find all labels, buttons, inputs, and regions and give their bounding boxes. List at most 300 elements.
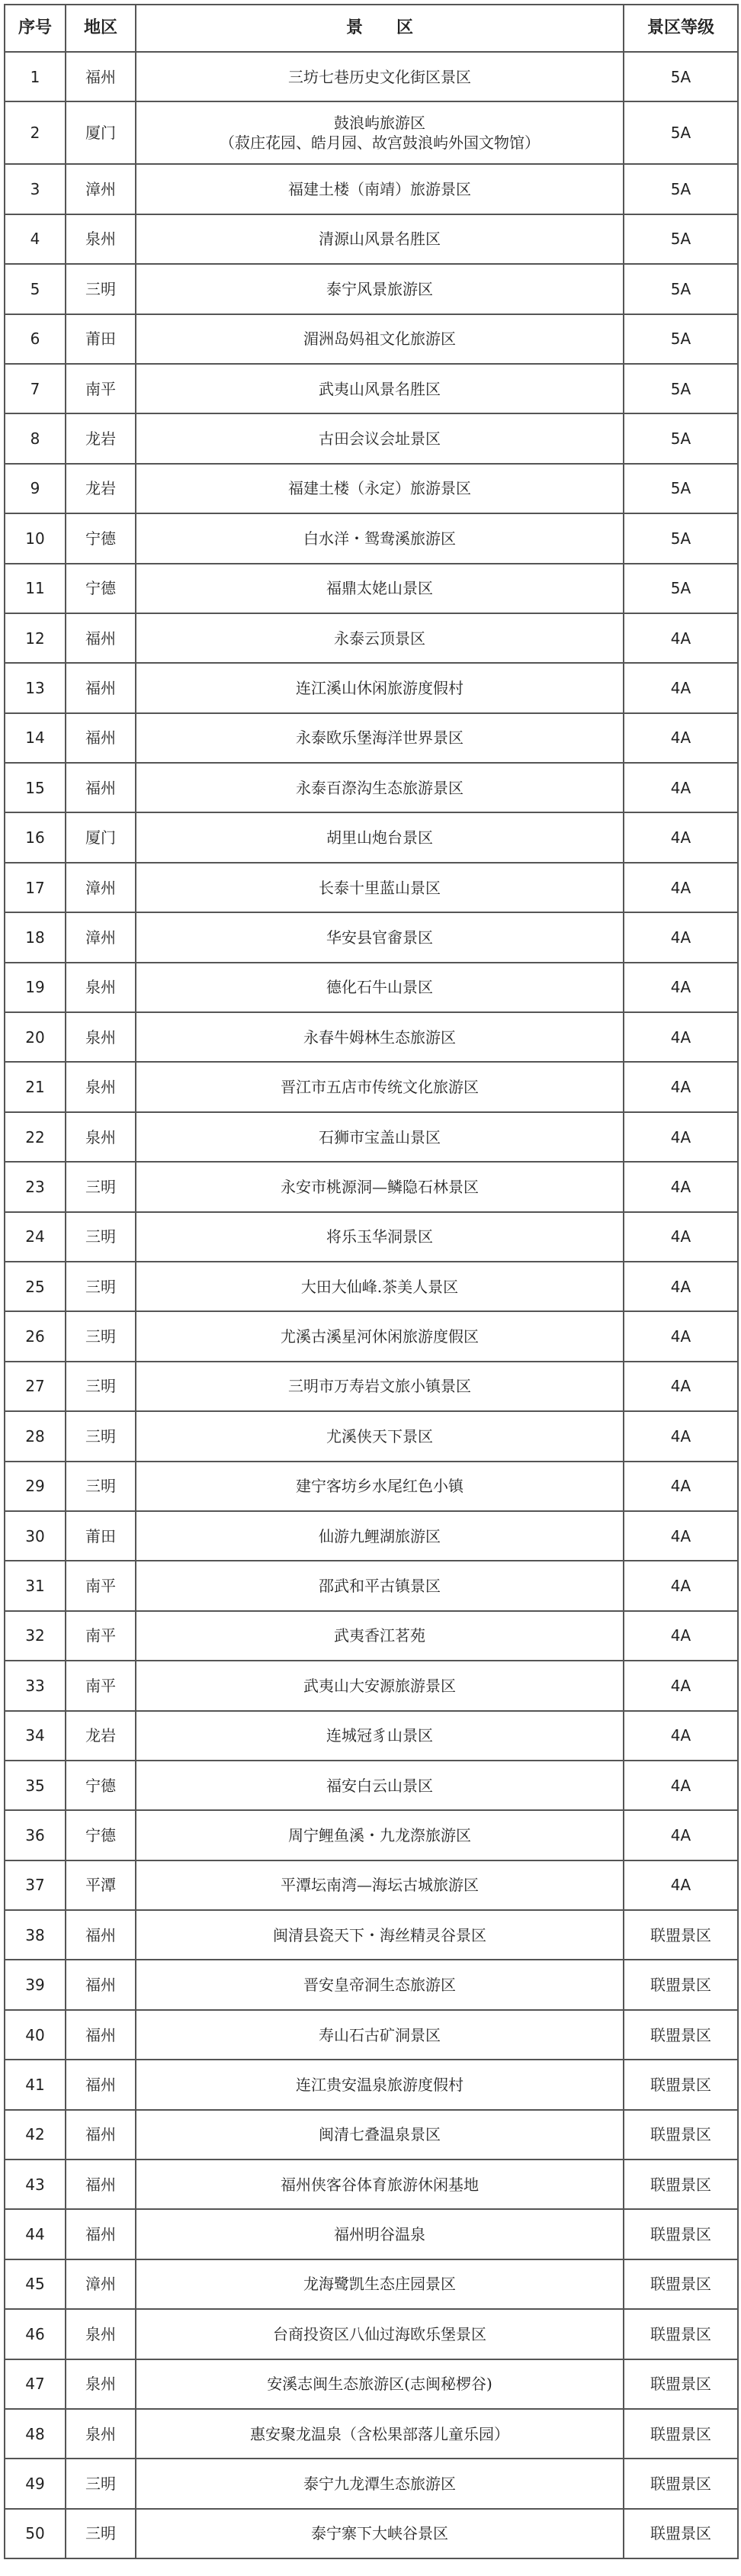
scenic-name-line: 大田大仙峰.茶美人景区	[300, 1277, 459, 1296]
scenic-name-line: 福建土楼（南靖）旅游景区	[288, 180, 471, 199]
row-grade: 4A	[624, 1511, 738, 1561]
row-number: 36	[5, 1810, 66, 1860]
row-grade: 4A	[624, 1062, 738, 1111]
table-header	[5, 5, 738, 52]
row-number: 24	[5, 1212, 66, 1262]
row-grade: 联盟景区	[624, 2359, 738, 2409]
row-grade: 4A	[624, 812, 738, 862]
row-grade: 5A	[624, 101, 738, 164]
row-grade: 5A	[624, 513, 738, 563]
table-row	[5, 2359, 738, 2409]
row-scenic-name	[136, 1561, 624, 1610]
row-number: 15	[5, 763, 66, 812]
row-scenic-name	[136, 2509, 624, 2558]
scenic-area-list	[4, 4, 737, 2559]
scenic-name-line: 平潭坛南湾—海坛古城旅游区	[281, 1876, 479, 1895]
row-region: 莆田	[66, 1511, 136, 1561]
scenic-name-line: 白水洋・鸳鸯溪旅游区	[303, 529, 456, 548]
row-region: 三明	[66, 1462, 136, 1511]
scenic-name-line: 闽清县瓷天下・海丝精灵谷景区	[273, 1925, 486, 1944]
row-number: 48	[5, 2409, 66, 2459]
row-grade: 5A	[624, 413, 738, 463]
row-number: 1	[5, 52, 66, 101]
table-row	[5, 1362, 738, 1411]
row-number: 20	[5, 1012, 66, 1062]
table-row	[5, 1761, 738, 1810]
table-row	[5, 1860, 738, 1910]
scenic-name-line: 尤溪侠天下景区	[326, 1426, 433, 1446]
row-grade: 4A	[624, 1362, 738, 1411]
row-region: 福州	[66, 2110, 136, 2160]
row-scenic-name	[136, 1162, 624, 1211]
table-row	[5, 314, 738, 364]
row-region: 南平	[66, 1561, 136, 1610]
scenic-name-line: 晋安皇帝洞生态旅游区	[303, 1976, 456, 1995]
table-row	[5, 1611, 738, 1661]
row-region: 三明	[66, 1311, 136, 1361]
row-scenic-name	[136, 413, 624, 463]
row-grade: 4A	[624, 1411, 738, 1461]
scenic-name-line: 华安县官畲景区	[326, 928, 433, 947]
table-row	[5, 264, 738, 314]
row-region: 漳州	[66, 2259, 136, 2309]
header-no: 序号	[5, 5, 66, 52]
row-scenic-name	[136, 513, 624, 563]
scenic-name-line: 建宁客坊乡水尾红色小镇	[296, 1477, 464, 1496]
row-scenic-name	[136, 2110, 624, 2160]
row-scenic-name	[136, 963, 624, 1012]
row-scenic-name	[136, 364, 624, 413]
row-grade: 5A	[624, 564, 738, 613]
row-region: 厦门	[66, 101, 136, 164]
table-row	[5, 613, 738, 663]
row-number: 29	[5, 1462, 66, 1511]
row-scenic-name	[136, 2459, 624, 2508]
row-scenic-name	[136, 1761, 624, 1810]
row-grade: 4A	[624, 963, 738, 1012]
row-number: 17	[5, 863, 66, 912]
table-row	[5, 2309, 738, 2359]
scenic-name-line: 泰宁风景旅游区	[326, 279, 433, 298]
row-grade: 联盟景区	[624, 2259, 738, 2309]
row-region: 漳州	[66, 912, 136, 962]
scenic-name-line: 武夷山大安源旅游景区	[303, 1676, 456, 1695]
row-number: 34	[5, 1711, 66, 1761]
scenic-name-line: 尤溪古溪星河休闲旅游度假区	[281, 1327, 479, 1346]
row-number: 37	[5, 1860, 66, 1910]
row-number: 9	[5, 464, 66, 513]
row-region: 泉州	[66, 214, 136, 264]
row-grade: 5A	[624, 52, 738, 101]
row-number: 31	[5, 1561, 66, 1610]
scenic-name-line: 台商投资区八仙过海欧乐堡景区	[273, 2324, 486, 2343]
row-number: 47	[5, 2359, 66, 2409]
row-number: 16	[5, 812, 66, 862]
row-scenic-name	[136, 52, 624, 101]
scenic-name-line: 永春牛姆林生态旅游区	[303, 1028, 456, 1047]
table-row	[5, 963, 738, 1012]
row-scenic-name	[136, 2309, 624, 2359]
scenic-name-line: 湄洲岛妈祖文化旅游区	[303, 330, 456, 349]
row-grade: 联盟景区	[624, 2160, 738, 2209]
scenic-name-line: 三坊七巷历史文化街区景区	[288, 67, 471, 86]
row-scenic-name	[136, 1810, 624, 1860]
row-region: 福州	[66, 1960, 136, 2009]
row-number: 22	[5, 1112, 66, 1162]
row-region: 福州	[66, 1910, 136, 1960]
row-number: 32	[5, 1611, 66, 1661]
scenic-name-line: 武夷山风景名胜区	[319, 379, 441, 398]
row-grade: 5A	[624, 314, 738, 364]
scenic-name-line: 永泰欧乐堡海洋世界景区	[296, 728, 464, 748]
row-number: 43	[5, 2160, 66, 2209]
row-grade: 5A	[624, 364, 738, 413]
table-row	[5, 2259, 738, 2309]
row-grade: 4A	[624, 1810, 738, 1860]
row-scenic-name	[136, 314, 624, 364]
row-number: 50	[5, 2509, 66, 2558]
row-grade: 5A	[624, 214, 738, 264]
scenic-name-line: 龙海鹭凯生态庄园景区	[303, 2275, 456, 2294]
row-number: 7	[5, 364, 66, 413]
row-region: 龙岩	[66, 1711, 136, 1761]
row-number: 49	[5, 2459, 66, 2508]
table-row	[5, 2459, 738, 2508]
row-grade: 4A	[624, 1112, 738, 1162]
row-grade: 4A	[624, 863, 738, 912]
row-region: 三明	[66, 1212, 136, 1262]
scenic-name-line: 福州明谷温泉	[334, 2225, 425, 2244]
row-grade: 5A	[624, 264, 738, 314]
table-row	[5, 364, 738, 413]
row-region: 福州	[66, 713, 136, 763]
row-region: 泉州	[66, 2359, 136, 2409]
row-region: 宁德	[66, 1810, 136, 1860]
row-scenic-name	[136, 912, 624, 962]
table-row	[5, 1012, 738, 1062]
table-row	[5, 214, 738, 264]
row-number: 25	[5, 1262, 66, 1311]
table-row	[5, 2110, 738, 2160]
table-row	[5, 1411, 738, 1461]
row-region: 泉州	[66, 963, 136, 1012]
row-grade: 4A	[624, 1162, 738, 1211]
table-row	[5, 413, 738, 463]
row-number: 39	[5, 1960, 66, 2009]
table-row	[5, 812, 738, 862]
scenic-name-line: 古田会议会址景区	[319, 429, 441, 449]
row-region: 三明	[66, 264, 136, 314]
row-grade: 联盟景区	[624, 2459, 738, 2508]
table-row	[5, 1960, 738, 2009]
row-grade: 4A	[624, 1262, 738, 1311]
row-region: 福州	[66, 763, 136, 812]
row-grade: 4A	[624, 763, 738, 812]
scenic-name-line: 长泰十里蓝山景区	[319, 878, 441, 897]
row-scenic-name	[136, 613, 624, 663]
row-region: 宁德	[66, 564, 136, 613]
row-grade: 联盟景区	[624, 2110, 738, 2160]
scenic-name-line: 福建土楼（永定）旅游景区	[288, 479, 471, 498]
row-number: 45	[5, 2259, 66, 2309]
scenic-name-line: 永泰百漈沟生态旅游景区	[296, 778, 464, 797]
row-grade: 4A	[624, 613, 738, 663]
row-grade: 4A	[624, 1462, 738, 1511]
row-region: 南平	[66, 1661, 136, 1710]
header-region: 地区	[66, 5, 136, 52]
row-grade: 4A	[624, 1561, 738, 1610]
table-row	[5, 912, 738, 962]
row-region: 福州	[66, 2160, 136, 2209]
row-number: 10	[5, 513, 66, 563]
table-row	[5, 1212, 738, 1262]
scenic-name-line: 福州侠客谷体育旅游休闲基地	[281, 2175, 479, 2194]
row-region: 三明	[66, 1362, 136, 1411]
row-scenic-name	[136, 1462, 624, 1511]
table-row	[5, 863, 738, 912]
table-row	[5, 1062, 738, 1111]
row-grade: 4A	[624, 1661, 738, 1710]
row-number: 5	[5, 264, 66, 314]
table-row	[5, 2209, 738, 2259]
table-row	[5, 164, 738, 214]
row-region: 三明	[66, 1162, 136, 1211]
scenic-name-line: 惠安聚龙温泉（含松果部落儿童乐园）	[250, 2424, 509, 2443]
row-scenic-name	[136, 2259, 624, 2309]
table-body	[5, 52, 738, 2558]
header-grade: 景区等级	[624, 5, 738, 52]
row-scenic-name	[136, 1511, 624, 1561]
row-region: 三明	[66, 1411, 136, 1461]
row-scenic-name	[136, 1212, 624, 1262]
row-scenic-name	[136, 1661, 624, 1710]
table-row	[5, 663, 738, 712]
scenic-name-line: 连江溪山休闲旅游度假村	[296, 678, 464, 697]
table-row	[5, 1311, 738, 1361]
scenic-name-line: 胡里山炮台景区	[326, 828, 433, 847]
row-number: 38	[5, 1910, 66, 1960]
scenic-name-line: 三明市万寿岩文旅小镇景区	[288, 1377, 471, 1396]
scenic-name-line: 泰宁九龙潭生态旅游区	[303, 2475, 456, 2494]
row-grade: 联盟景区	[624, 2509, 738, 2558]
row-region: 三明	[66, 2459, 136, 2508]
row-number: 13	[5, 663, 66, 712]
table-row	[5, 763, 738, 812]
row-number: 27	[5, 1362, 66, 1411]
table-row	[5, 2060, 738, 2109]
row-region: 三明	[66, 1262, 136, 1311]
row-grade: 4A	[624, 1860, 738, 1910]
row-grade: 4A	[624, 912, 738, 962]
scenic-name-line: 仙游九鲤湖旅游区	[319, 1526, 441, 1545]
row-scenic-name	[136, 1262, 624, 1311]
row-grade: 4A	[624, 1311, 738, 1361]
row-number: 11	[5, 564, 66, 613]
scenic-name-line: 永安市桃源洞—鳞隐石林景区	[281, 1177, 479, 1196]
row-number: 46	[5, 2309, 66, 2359]
table-row	[5, 1910, 738, 1960]
row-region: 福州	[66, 2010, 136, 2060]
scenic-name-line: 寿山石古矿洞景区	[319, 2025, 441, 2044]
scenic-name-line: 连城冠豸山景区	[326, 1726, 433, 1745]
scenic-name-line: 石狮市宝盖山景区	[319, 1127, 441, 1146]
row-number: 42	[5, 2110, 66, 2160]
row-number: 18	[5, 912, 66, 962]
scenic-name-line: 周宁鲤鱼溪・九龙漈旅游区	[288, 1825, 471, 1844]
row-number: 35	[5, 1761, 66, 1810]
table-row	[5, 101, 738, 164]
row-region: 三明	[66, 2509, 136, 2558]
row-region: 龙岩	[66, 413, 136, 463]
row-scenic-name	[136, 1960, 624, 2009]
row-scenic-name	[136, 464, 624, 513]
row-scenic-name	[136, 863, 624, 912]
table-row	[5, 713, 738, 763]
table-row	[5, 1810, 738, 1860]
row-region: 平潭	[66, 1860, 136, 1910]
row-region: 福州	[66, 663, 136, 712]
scenic-name-line: 德化石牛山景区	[326, 978, 433, 997]
row-scenic-name	[136, 214, 624, 264]
row-region: 南平	[66, 1611, 136, 1661]
row-region: 福州	[66, 52, 136, 101]
row-grade: 5A	[624, 164, 738, 214]
row-scenic-name	[136, 164, 624, 214]
scenic-name-line: 武夷香江茗苑	[334, 1626, 425, 1645]
row-number: 8	[5, 413, 66, 463]
row-scenic-name	[136, 1860, 624, 1910]
row-number: 21	[5, 1062, 66, 1111]
table-row	[5, 513, 738, 563]
row-number: 44	[5, 2209, 66, 2259]
row-scenic-name	[136, 2409, 624, 2459]
row-scenic-name	[136, 663, 624, 712]
table-row	[5, 1162, 738, 1211]
row-scenic-name	[136, 763, 624, 812]
row-scenic-name	[136, 1012, 624, 1062]
row-number: 3	[5, 164, 66, 214]
row-region: 莆田	[66, 314, 136, 364]
scenic-name-line: 永泰云顶景区	[334, 629, 425, 648]
row-grade: 5A	[624, 464, 738, 513]
scenic-name-line: 将乐玉华洞景区	[326, 1227, 433, 1246]
scenic-area-table	[4, 4, 739, 2559]
row-scenic-name	[136, 2209, 624, 2259]
table-row	[5, 1511, 738, 1561]
table-row	[5, 52, 738, 101]
row-region: 宁德	[66, 1761, 136, 1810]
row-grade: 联盟景区	[624, 2209, 738, 2259]
row-number: 28	[5, 1411, 66, 1461]
row-region: 宁德	[66, 513, 136, 563]
scenic-name-line: 闽清七叠温泉景区	[319, 2125, 441, 2144]
row-scenic-name	[136, 1311, 624, 1361]
row-grade: 4A	[624, 1212, 738, 1262]
table-row	[5, 464, 738, 513]
row-scenic-name	[136, 2160, 624, 2209]
row-region: 漳州	[66, 164, 136, 214]
row-grade: 联盟景区	[624, 2010, 738, 2060]
row-grade: 联盟景区	[624, 2409, 738, 2459]
row-grade: 联盟景区	[624, 2060, 738, 2109]
row-number: 26	[5, 1311, 66, 1361]
row-number: 33	[5, 1661, 66, 1710]
scenic-name-line: 安溪志闽生态旅游区(志闽秘椤谷)	[267, 2375, 492, 2394]
table-row	[5, 2160, 738, 2209]
row-region: 泉州	[66, 1012, 136, 1062]
row-region: 福州	[66, 613, 136, 663]
row-number: 19	[5, 963, 66, 1012]
row-grade: 4A	[624, 1611, 738, 1661]
row-region: 泉州	[66, 1112, 136, 1162]
row-scenic-name	[136, 1611, 624, 1661]
row-scenic-name	[136, 1062, 624, 1111]
header-row	[5, 5, 738, 52]
row-region: 福州	[66, 2209, 136, 2259]
row-scenic-name	[136, 713, 624, 763]
row-number: 41	[5, 2060, 66, 2109]
scenic-name-line: 鼓浪屿旅游区	[334, 114, 425, 133]
table-row	[5, 2509, 738, 2558]
row-region: 泉州	[66, 2309, 136, 2359]
row-region: 龙岩	[66, 464, 136, 513]
row-number: 30	[5, 1511, 66, 1561]
row-scenic-name	[136, 1711, 624, 1761]
row-grade: 4A	[624, 1761, 738, 1810]
table-row	[5, 2409, 738, 2459]
row-number: 23	[5, 1162, 66, 1211]
row-scenic-name	[136, 2359, 624, 2409]
row-scenic-name	[136, 1411, 624, 1461]
scenic-name-line: 福鼎太姥山景区	[326, 579, 433, 598]
scenic-name-line: 清源山风景名胜区	[319, 230, 441, 249]
row-grade: 4A	[624, 1711, 738, 1761]
row-number: 6	[5, 314, 66, 364]
row-grade: 联盟景区	[624, 1910, 738, 1960]
row-region: 厦门	[66, 812, 136, 862]
row-number: 4	[5, 214, 66, 264]
row-number: 12	[5, 613, 66, 663]
row-grade: 4A	[624, 1012, 738, 1062]
table-row	[5, 564, 738, 613]
row-region: 福州	[66, 2060, 136, 2109]
table-row	[5, 1462, 738, 1511]
scenic-name-line: 邵武和平古镇景区	[319, 1577, 441, 1596]
row-scenic-name	[136, 264, 624, 314]
row-number: 14	[5, 713, 66, 763]
row-region: 泉州	[66, 1062, 136, 1111]
row-grade: 4A	[624, 663, 738, 712]
table-row	[5, 1262, 738, 1311]
row-scenic-name	[136, 2010, 624, 2060]
table-row	[5, 1661, 738, 1710]
row-region: 漳州	[66, 863, 136, 912]
row-scenic-name	[136, 101, 624, 164]
scenic-name-line: （菽庄花园、皓月园、故宫鼓浪屿外国文物馆）	[220, 133, 540, 153]
row-region: 南平	[66, 364, 136, 413]
row-scenic-name	[136, 2060, 624, 2109]
table-row	[5, 1561, 738, 1610]
table-row	[5, 1711, 738, 1761]
table-row	[5, 1112, 738, 1162]
scenic-name-line: 连江贵安温泉旅游度假村	[296, 2075, 464, 2094]
scenic-name-line: 泰宁寨下大峡谷景区	[311, 2524, 448, 2543]
row-scenic-name	[136, 1362, 624, 1411]
row-number: 40	[5, 2010, 66, 2060]
row-grade: 联盟景区	[624, 1960, 738, 2009]
row-scenic-name	[136, 1910, 624, 1960]
row-grade: 4A	[624, 713, 738, 763]
